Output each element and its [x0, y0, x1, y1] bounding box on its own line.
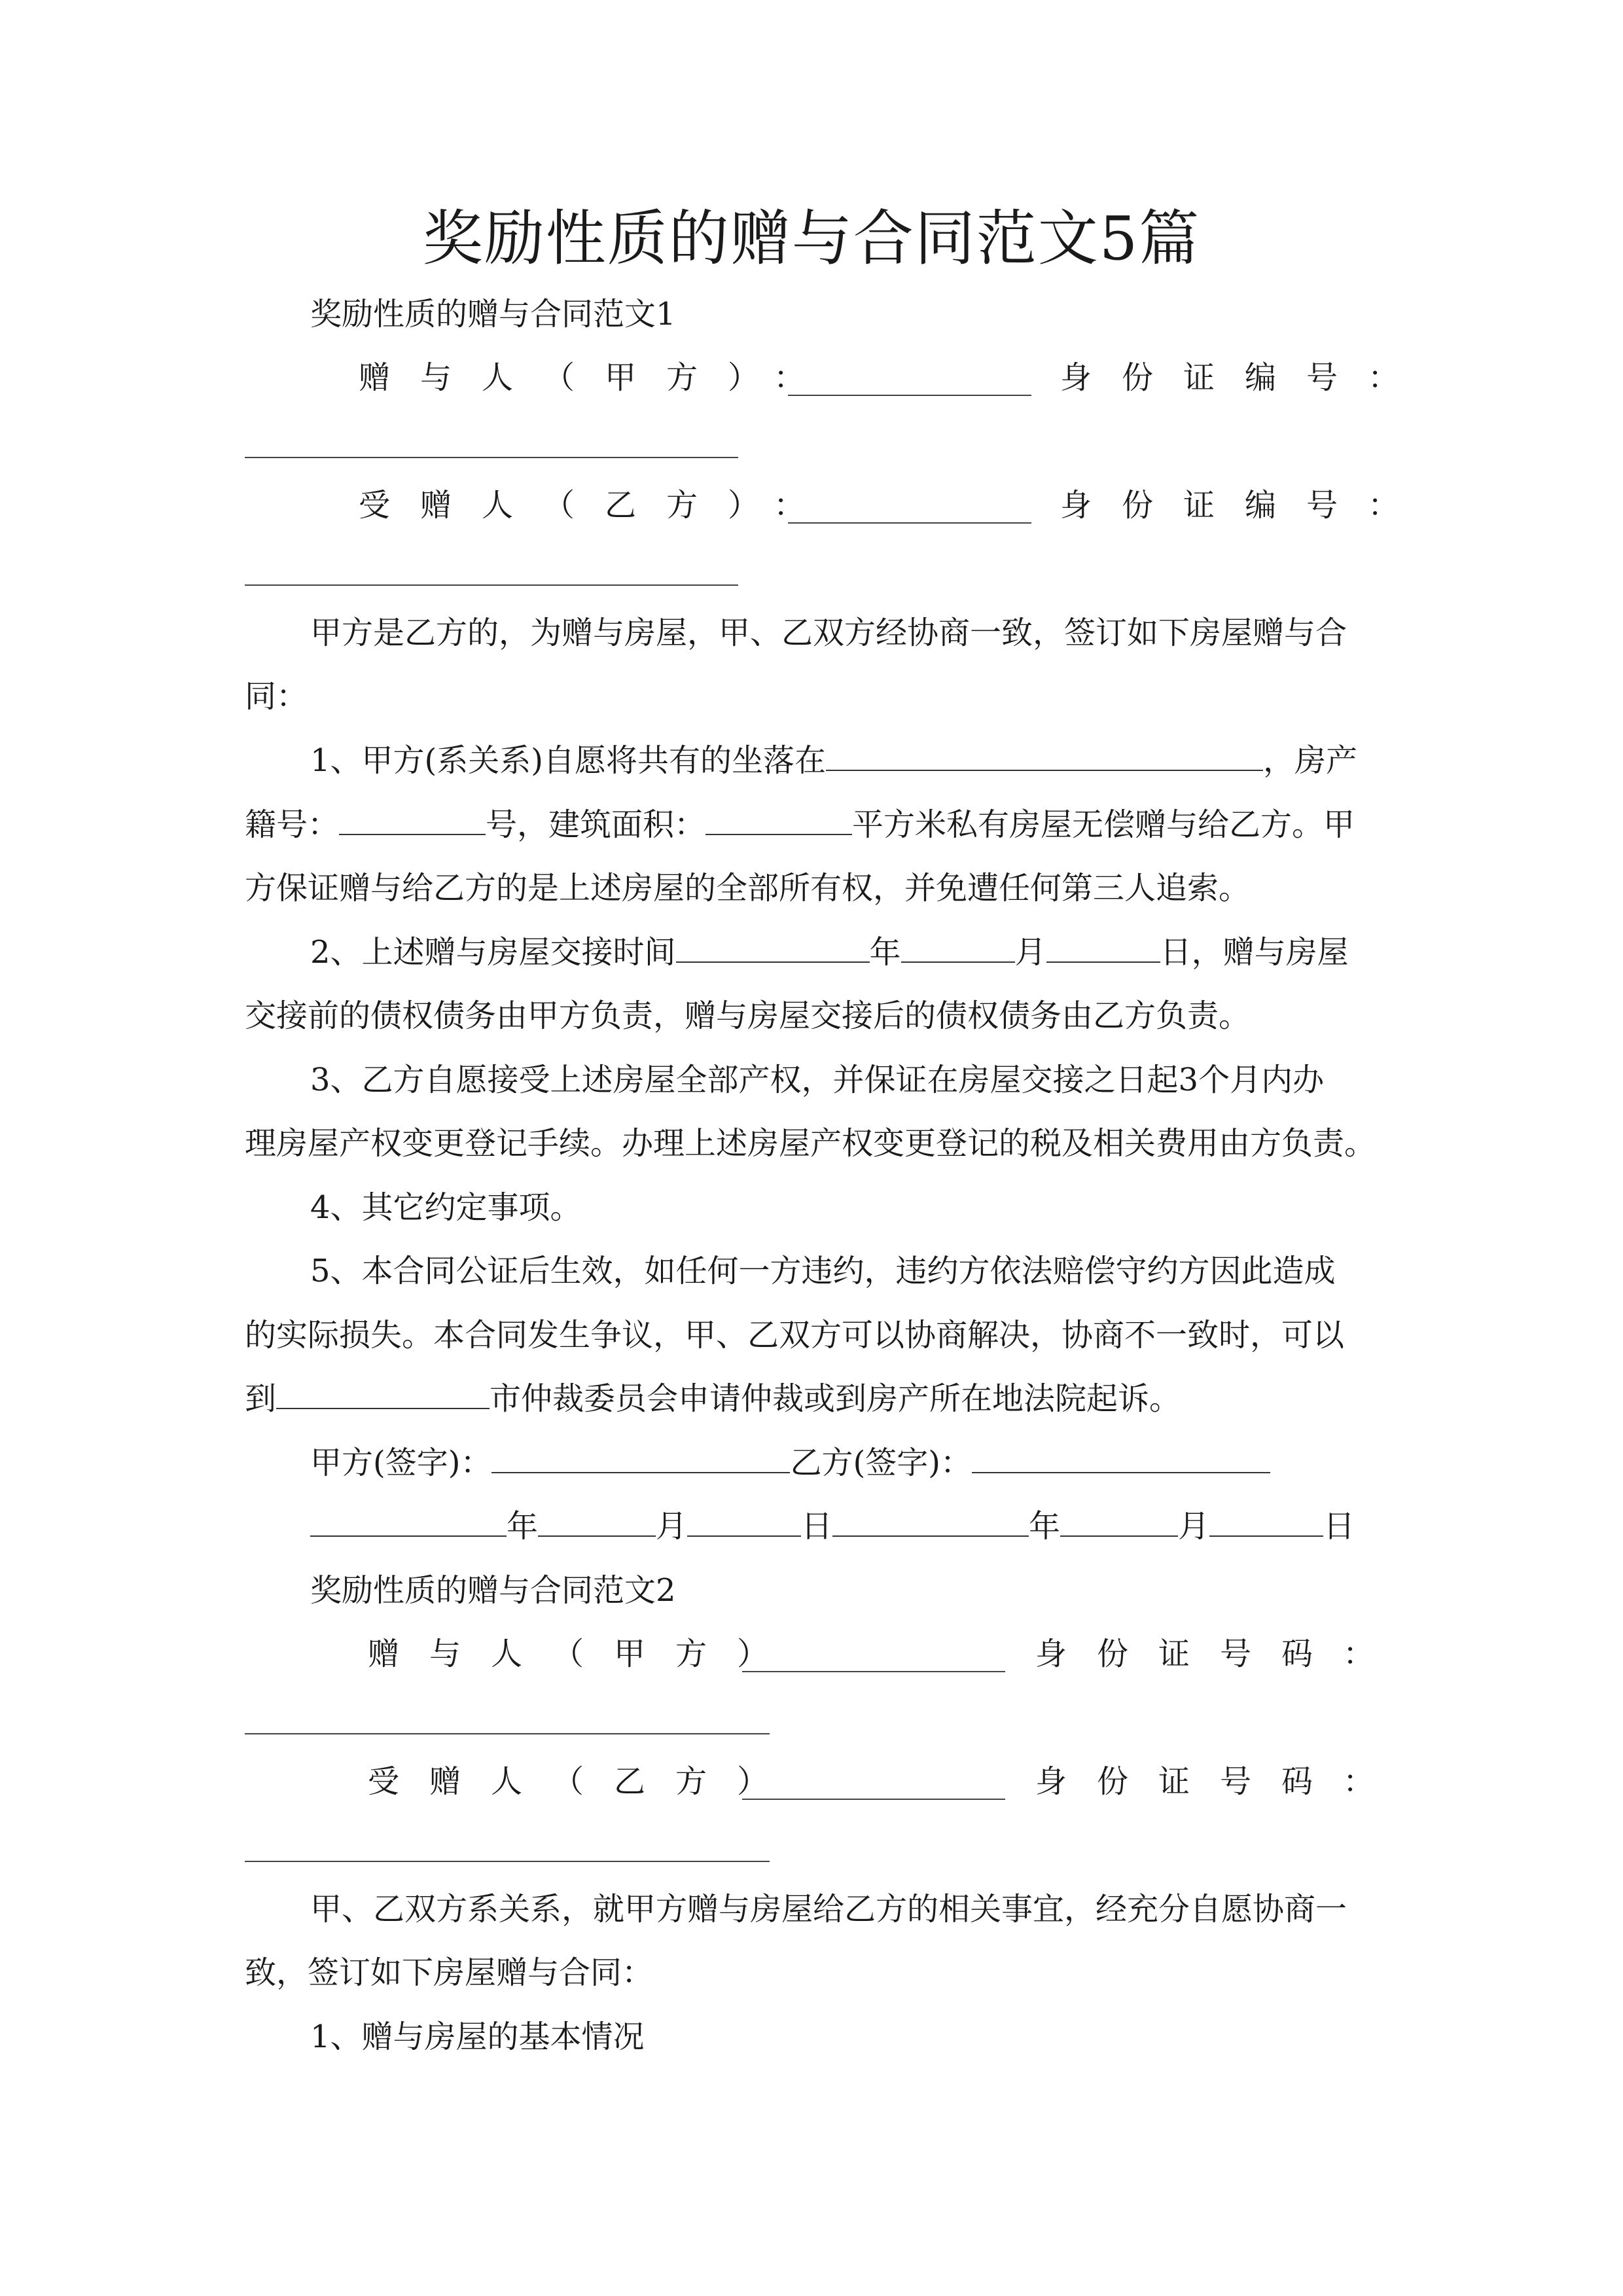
s2-donee-id-label: 身份证号码：: [1035, 1763, 1405, 1800]
donor-label: 赠与人（甲方）：: [359, 359, 836, 396]
register-number-blank[interactable]: [339, 804, 486, 835]
party-b-month-blank[interactable]: [1060, 1505, 1178, 1537]
party-a-sign-label: 甲方(签字)：: [310, 1444, 492, 1481]
clause-5-text-a: 到: [245, 1380, 277, 1417]
clause-1-text-c: 籍号：: [245, 806, 340, 843]
donor-id-label: 身份证编号：: [1060, 359, 1430, 396]
clause-1-line-1: [310, 740, 1357, 781]
clause-3-line-1: 3、乙方自愿接受上述房屋全部产权，并保证在房屋交接之日起3个月内办: [310, 1062, 1325, 1098]
party-b-sign-label: 乙方(签字)：: [790, 1444, 972, 1481]
clause-5-line-1: 5、本合同公证后生效，如任何一方违约，违约方依法赔偿守约方因此造成: [310, 1253, 1336, 1289]
intro-line-1: 甲方是乙方的，为赠与房屋，甲、乙双方经协商一致，签订如下房屋赠与合: [310, 615, 1347, 651]
s2-donor-label: 赠与人（甲方）: [368, 1636, 799, 1672]
s2-donor-name-blank[interactable]: [742, 1671, 1005, 1672]
party-a-year: 年: [507, 1508, 539, 1545]
clause-1-text-b: ，房产: [1263, 742, 1358, 779]
party-a-day: 日: [801, 1508, 833, 1545]
donor-name-blank[interactable]: [788, 395, 1031, 396]
clause-5-text-b: 市仲裁委员会申请仲裁或到房产所在地法院起诉。: [490, 1380, 1181, 1417]
party-a-month: 月: [656, 1508, 688, 1545]
area-blank[interactable]: [705, 804, 852, 835]
clause-3-line-2: 理房屋产权变更登记手续。办理上述房屋产权变更登记的税及相关费用由方负责。: [245, 1125, 1376, 1162]
clause-2-line-1: [310, 931, 1349, 973]
intro-line-2: 同：: [245, 678, 308, 715]
s2-donee-label: 受赠人（乙方）: [368, 1763, 799, 1800]
section-2-heading: 奖励性质的赠与合同范文2: [310, 1572, 676, 1609]
s2-donor-id-blank[interactable]: [245, 1733, 770, 1734]
donee-name-blank[interactable]: [788, 522, 1031, 524]
clause-2-month: 月: [1014, 934, 1046, 971]
clause-4: 4、其它约定事项。: [310, 1189, 582, 1226]
clause-2-text-b: 日，赠与房屋: [1160, 934, 1349, 971]
party-a-day-blank[interactable]: [687, 1505, 801, 1537]
s2-clause-1: 1、赠与房屋的基本情况: [310, 2018, 645, 2055]
s2-donee-name-blank[interactable]: [742, 1799, 1005, 1800]
donee-id-blank[interactable]: [245, 584, 738, 586]
handover-day-blank[interactable]: [1046, 931, 1160, 963]
city-blank[interactable]: [276, 1378, 490, 1409]
party-a-month-blank[interactable]: [538, 1505, 656, 1537]
party-b-day-blank[interactable]: [1209, 1505, 1323, 1537]
party-b-year-blank[interactable]: [832, 1505, 1029, 1537]
party-b-year: 年: [1029, 1508, 1061, 1545]
donee-id-label: 身份证编号：: [1060, 487, 1430, 524]
party-a-sign-blank[interactable]: [491, 1442, 790, 1473]
s2-donor-id-label: 身份证号码：: [1035, 1636, 1405, 1672]
handover-month-blank[interactable]: [901, 931, 1015, 963]
party-b-month: 月: [1178, 1508, 1210, 1545]
clause-5-line-2: 的实际损失。本合同发生争议，甲、乙双方可以协商解决，协商不一致时，可以: [245, 1317, 1345, 1354]
clause-1-line-3: 方保证赠与给乙方的是上述房屋的全部所有权，并免遭任何第三人追索。: [245, 870, 1251, 906]
signature-line: [310, 1442, 1270, 1484]
clause-1-text-e: 平方米私有房屋无偿赠与给乙方。甲: [852, 806, 1355, 843]
clause-5-line-3: [245, 1378, 1181, 1420]
clause-2-year: 年: [869, 934, 901, 971]
donor-id-blank[interactable]: [245, 457, 738, 458]
page-title: 奖励性质的赠与合同范文5篇: [422, 204, 1201, 274]
clause-1-text-d: 号，建筑面积：: [486, 806, 706, 843]
clause-1-text-a: 1、甲方(系关系)自愿将共有的坐落在: [310, 742, 826, 779]
section-1-heading: 奖励性质的赠与合同范文1: [310, 296, 676, 332]
party-b-day: 日: [1323, 1508, 1355, 1545]
s2-intro-line-2: 致，签订如下房屋赠与合同：: [245, 1954, 654, 1991]
party-a-year-blank[interactable]: [310, 1505, 507, 1537]
clause-1-line-2: [245, 804, 1355, 846]
clause-2-line-2: 交接前的债权债务由甲方负责，赠与房屋交接后的债权债务由乙方负责。: [245, 997, 1251, 1034]
handover-year-blank[interactable]: [676, 931, 870, 963]
donee-label: 受赠人（乙方）：: [359, 487, 836, 524]
party-b-sign-blank[interactable]: [972, 1442, 1270, 1473]
s2-donee-id-blank[interactable]: [245, 1861, 770, 1862]
sign-date-line: [310, 1505, 1355, 1547]
clause-2-text-a: 2、上述赠与房屋交接时间: [310, 934, 676, 971]
location-blank[interactable]: [826, 740, 1263, 771]
s2-intro-line-1: 甲、乙双方系关系，就甲方赠与房屋给乙方的相关事宜，经充分自愿协商一: [310, 1891, 1347, 1928]
